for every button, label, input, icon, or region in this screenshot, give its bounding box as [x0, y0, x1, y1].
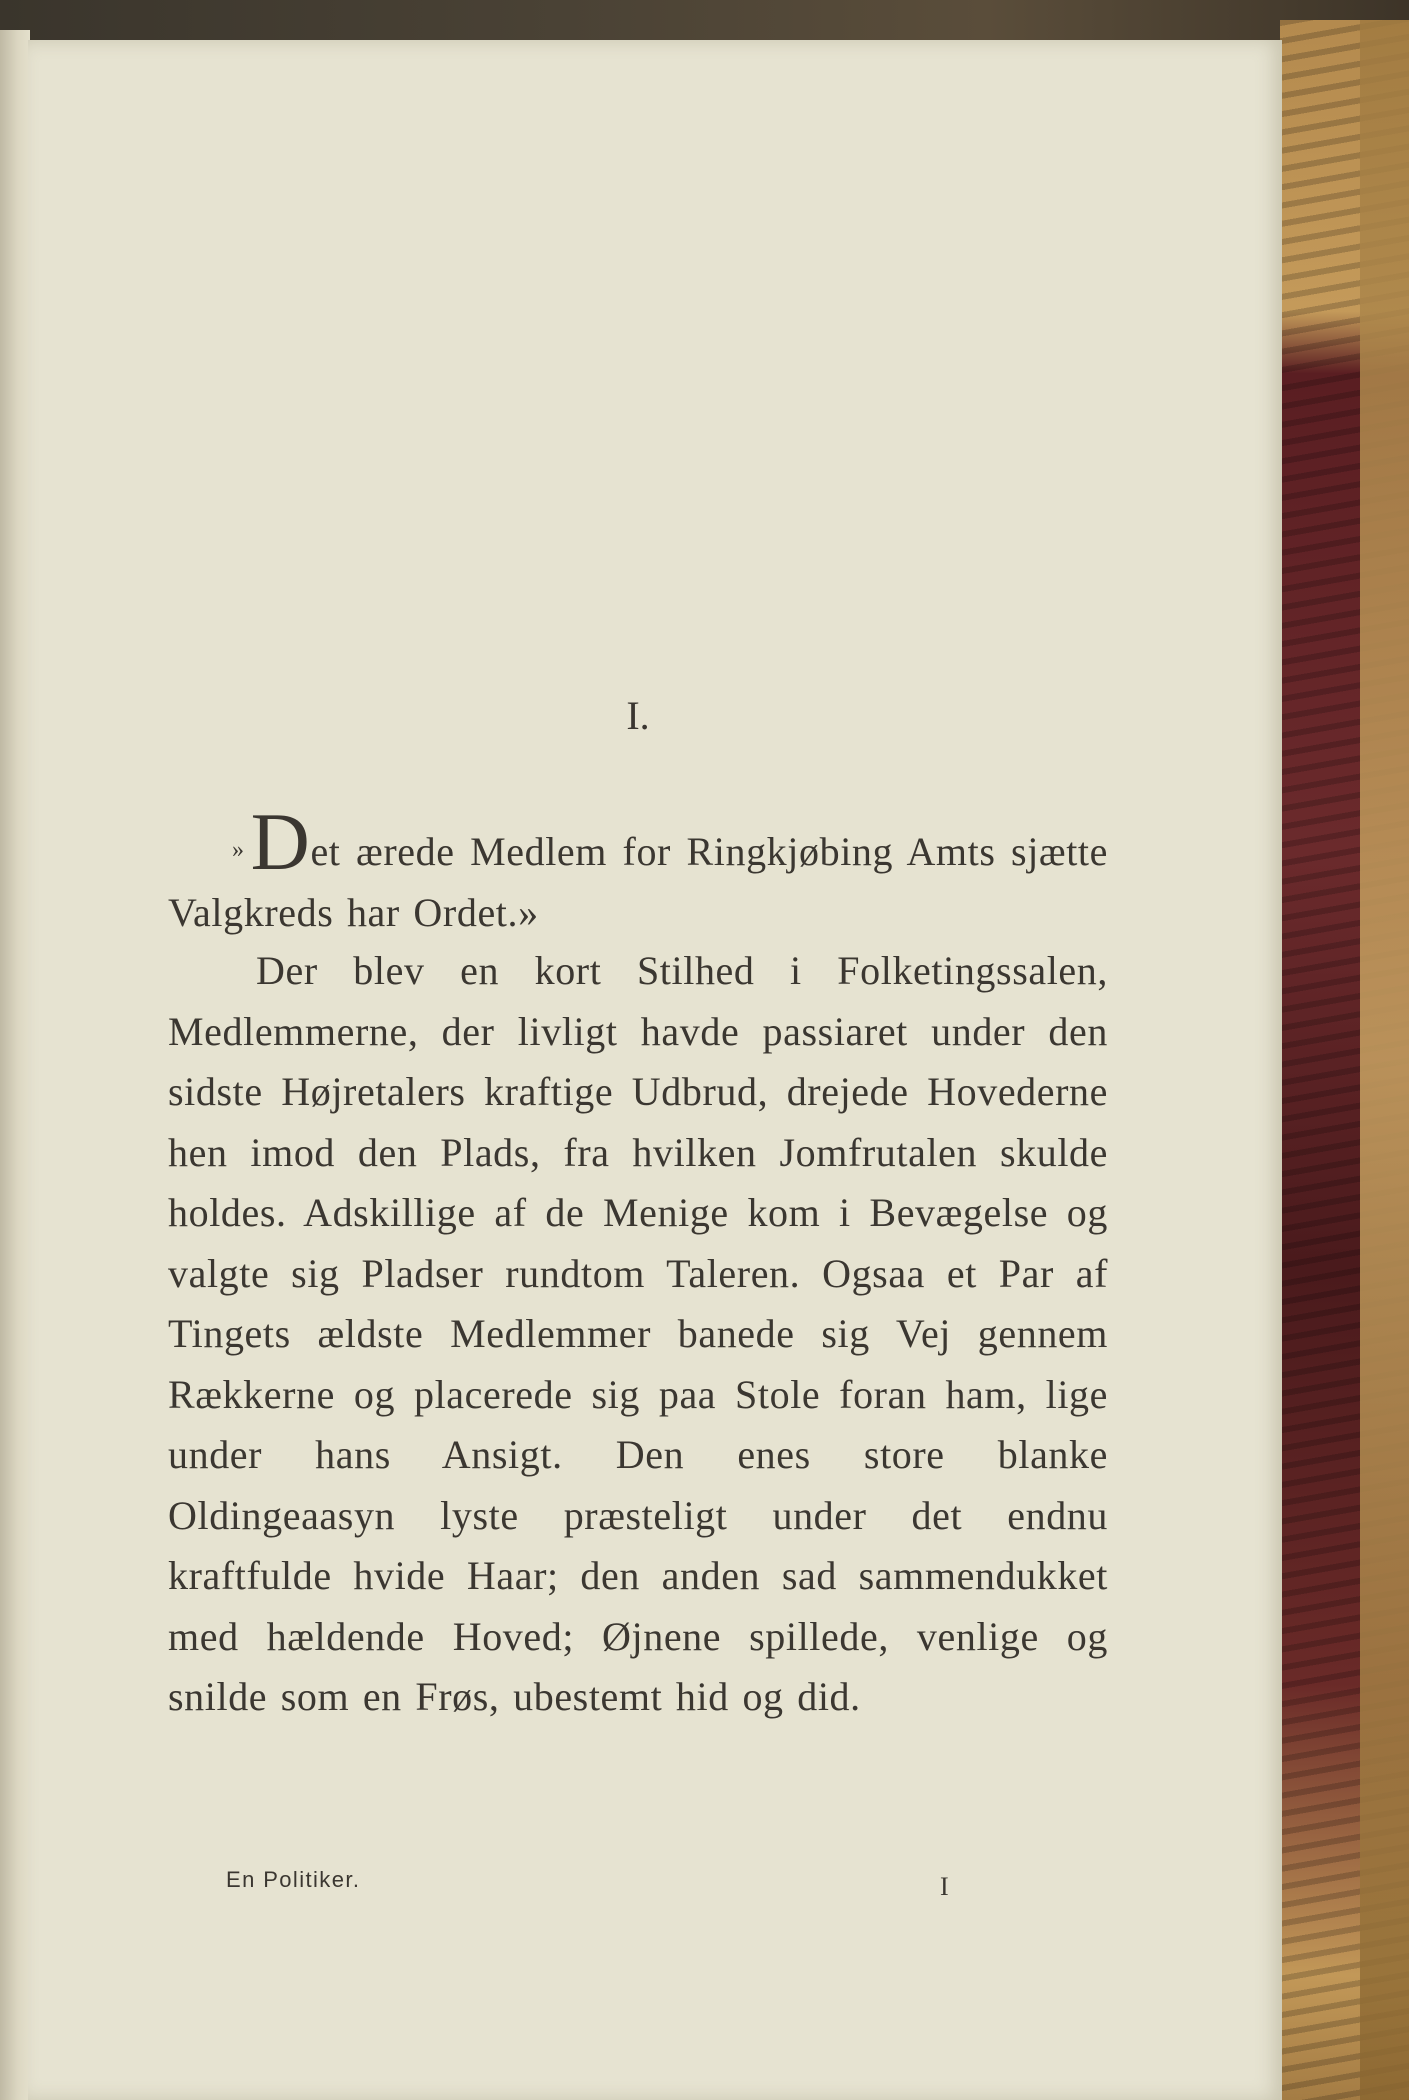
paragraph-body: Der blev en kort Stilhed i Folketingssalen, Medlemmerne, der livligt havde passiaret under den sidste Højretalers kraftige Udbrud, drejede Hovederne hen imod den Plads, fra hvilken Jomfrutalen skulde holdes. Adskillige af de Menige kom i Bevægelse og valgte sig Pladser rundtom Taleren. Ogsaa et Par af Tingets ældste Medlemmer banede sig Vej gennem Rækkerne og placerede sig paa Stole foran ham, lige under hans Ansigt. Den enes store blanke Oldingeaasyn lyste præsteligt under det endnu kraftfulde hvide Haar; den anden sad sammendukket med hældende Hoved; Øjnene spillede, venlige og snilde som en Frøs, ubestemt hid og did. — [168, 948, 1108, 1719]
book-page — [28, 40, 1282, 2100]
chapter-number: I. — [626, 693, 650, 738]
opening-quote: » — [232, 837, 245, 863]
book-top-edge — [0, 0, 1409, 44]
paragraph-opening-text: et ærede Medlem for Ringkjøbing Amts sjætte Valgkreds har Ordet.» — [168, 829, 1108, 935]
sheet-number: I — [940, 1872, 949, 1901]
paragraph-opening — [168, 796, 1108, 943]
facing-page-edge — [0, 30, 30, 2100]
drop-cap: D — [250, 796, 311, 887]
book-cover-leather-edge — [1360, 20, 1409, 2100]
signature-line: En Politiker. — [226, 1867, 361, 1892]
